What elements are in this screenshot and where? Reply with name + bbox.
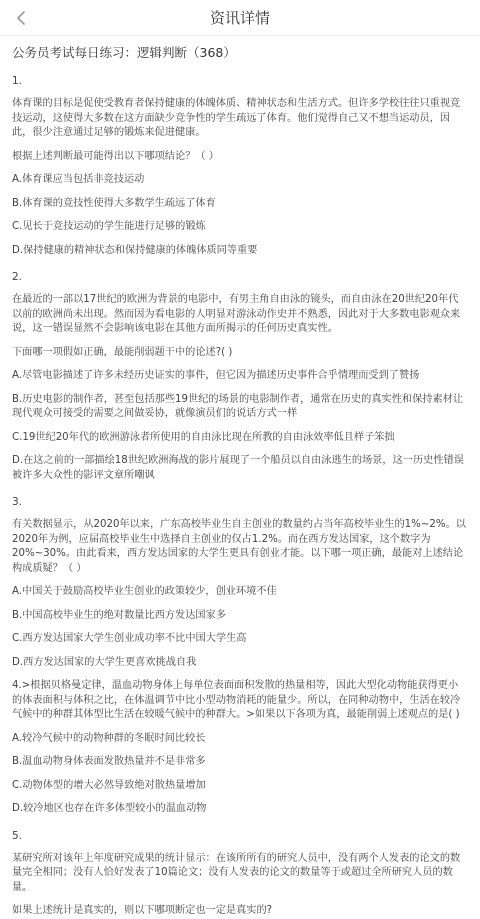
question-stem: 在最近的一部以17世纪的欧洲为背景的电影中，有男主角自由泳的镜头，而自由泳在20世纪20年代以前的欧洲尚未出现。然而因为看电影的人明显对游泳动作史并不熟悉，因此对于大多数电影观众来说，这一错误显然不会影响该电影在其他方面所揭示的任何历史真实性。: [12, 294, 461, 334]
question-4: [12, 679, 468, 817]
article-content: [0, 36, 480, 916]
question-1: [12, 74, 468, 258]
option-a[interactable]: A.尽管电影描述了许多未经历史证实的事件，但它因为描述历史事件合乎情理而受到了赞扬: [12, 370, 420, 381]
question-2: [12, 270, 468, 483]
question-ask: 下面哪一项假如正确，最能削弱题干中的论述?( ): [12, 346, 233, 358]
option-a[interactable]: A.中国关于鼓励高校毕业生创业的政策较少，创业环境不佳: [12, 586, 277, 597]
option-c[interactable]: C.西方发达国家大学生创业成功率不比中国大学生高: [12, 633, 247, 644]
option-c[interactable]: C.见长于竞技运动的学生能进行足够的锻炼: [12, 221, 206, 232]
option-a[interactable]: A.较冷气候中的动物种群的冬眠时间比较长: [12, 732, 206, 744]
option-d[interactable]: D.西方发达国家的大学生更喜欢挑战自我: [12, 656, 197, 668]
question-ask: 根据上述判断最可能得出以下哪项结论？（ ）: [12, 150, 219, 162]
option-b[interactable]: B.中国高校毕业生的绝对数量比西方发达国家多: [12, 609, 226, 621]
question-stem: 有关数据显示，从2020年以来，广东高校毕业生自主创业的数量约占当年高校毕业生的1%~2%。以2020年为例，应届高校毕业生中选择自主创业的仅占1.2%。而在西方发达国家，这个数字为20%~30%。由此看来，西方发达国家的大学生更具有创业才能。以下哪一项正确，最能对上述结论构成质疑？（ ）: [12, 519, 466, 574]
option-b[interactable]: B.温血动物身体表面发散热量并不是非常多: [12, 756, 206, 767]
option-d[interactable]: D.保持健康的精神状态和保持健康的体魄体质同等重要: [12, 244, 258, 256]
option-d[interactable]: D.较冷地区也存在许多体型较小的温血动物: [12, 803, 207, 814]
question-number: 1.: [12, 75, 23, 87]
app-header: [0, 0, 480, 36]
option-c[interactable]: C.19世纪20年代的欧洲游泳者所使用的自由泳比现在所教的自由泳效率低且样子笨拙: [12, 431, 395, 443]
question-number: 3.: [12, 496, 23, 508]
option-b[interactable]: B.体育课的竞技性使得大多数学生疏远了体育: [12, 197, 216, 209]
question-5: [12, 829, 468, 919]
option-a[interactable]: A.体育课应当包括非竞技运动: [12, 174, 145, 185]
question-ask: 如果上述统计是真实的，则以下哪项断定也一定是真实的?: [12, 905, 273, 916]
page-title: 资讯详情: [209, 9, 270, 27]
option-c[interactable]: C.动物体型的增大必然导致绝对散热量增加: [12, 779, 206, 791]
question-stem: 某研究所对该年上年度研究成果的统计显示：在该所所有的研究人员中，没有两个人发表的论文的数量完全相同；没有人恰好发表了10篇论文；没有人发表的论文的数量等于或超过全所研究人员的数量。: [12, 852, 461, 893]
option-d[interactable]: D.在这之前的一部描绘18世纪欧洲海战的影片展现了一个船员以自由泳逃生的场景，这一历史性错误被许多大众性的影评文章所嘲讽: [12, 455, 464, 481]
question-stem: 4.>根据贝格曼定律，温血动物身体上每单位表面面积发散的热量相等，因此大型化动物能获得更小的体表面积与体积之比，在体温调节中比小型动物消耗的能量少。所以，在同种动物中，生活在较冷气候中的种群其体型比生活在较暖气候中的种群大。>如果以下各项为真，最能削弱上述观点的是( ): [12, 680, 461, 720]
option-b[interactable]: B.历史电影的制作者，甚至包括那些19世纪的场景的电影制作者，通常在历史的真实性和保持素材让现代观众可接受的需要之间做妥协，就像演员们的说话方式一样: [12, 393, 464, 419]
question-number: 2.: [12, 271, 23, 283]
question-stem: 体育课的目标是促使受教育者保持健康的体魄体质、精神状态和生活方式。但许多学校往往只重视竞技运动，这使得大多数在这方面缺少竞争性的学生疏远了体育。他们觉得自己又不想当运动员，因此，很少注意通过足够的锻炼来促进健康。: [12, 98, 461, 138]
question-3: [12, 495, 468, 670]
question-number: 5.: [12, 829, 23, 842]
article-title: 公务员考试每日练习：逻辑判断（368）: [12, 45, 236, 60]
